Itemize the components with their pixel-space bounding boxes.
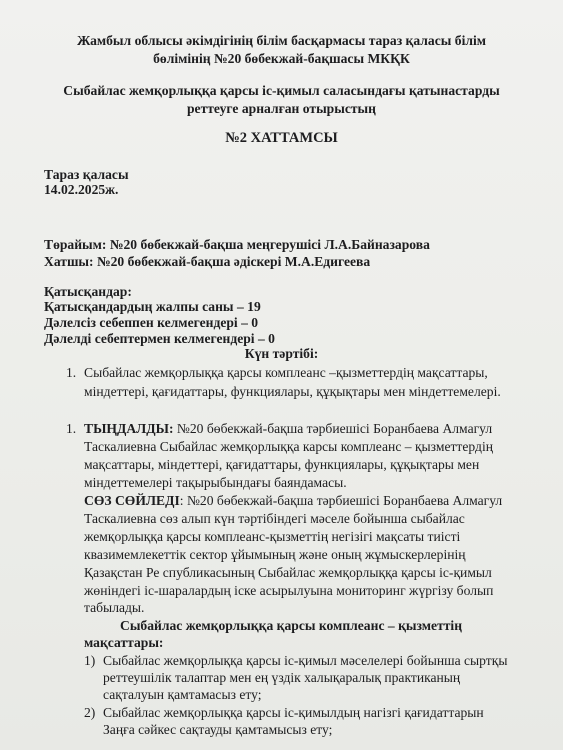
goals-item-1-line-2: реттеушілік талаптар мен ең үздік халықаралық практиканың: [103, 670, 461, 685]
org-line-1: Жамбыл облысы әкімдігінің білім басқармасы тараз қаласы білім: [76, 33, 487, 48]
spoke-line-4: квазимемлекеттік сектор ұйымының және оның жұмыскерлерінің: [84, 547, 466, 562]
heard-line-4: міндеттемелері тақырыбындағы баяндамасы.: [84, 475, 347, 490]
title-line-1: Сыбайлас жемқорлыққа қарсы іс-қимыл саласындағы қатынастарды: [63, 83, 500, 98]
title-line-2: реттеуге арналған отырыстың: [186, 101, 377, 116]
spoke-line-1-text: : №20 бөбекжай-бақша тәрбиешісі Боранбаева Алмагул: [179, 493, 503, 508]
heard-line-1: [84, 420, 492, 437]
spoke-line-6: жөніндегі іс-шаралардың іске асырылуына мониторинг жүргізу болып: [84, 583, 494, 598]
attendance-heading: Қатысқандар:: [44, 284, 132, 299]
spoke-label: СӨЗ СӨЙЛЕДІ: [84, 493, 180, 508]
goals-item-1-line-1: Сыбайлас жемқорлыққа қарсы іс-қимыл мәселелері бойынша сыртқы: [103, 653, 508, 668]
spoke-line-3: жемқорлыққа қарсы комплеанс-қызметтің негізігі мақсаты тиісті: [84, 529, 461, 544]
spoke-line-5: Қазақстан Ре спубликасының Сыбайлас жемқорлыққа қарсы іс-қимыл: [84, 565, 492, 580]
secretary: Хатшы: №20 бөбекжай-бақша әдіскері М.А.Едигеева: [44, 254, 371, 269]
goals-item-2-line-2: Заңға сәйкес сақтауды қамтамысыз ету;: [103, 722, 333, 737]
heard-label: ТЫҢДАЛДЫ:: [84, 421, 174, 436]
heard-line-1-text: №20 бөбекжай-бақша тәрбиешісі Боранбаева Алмагул: [173, 421, 493, 436]
goals-heading-line-2: мақсаттары:: [84, 635, 164, 650]
attendance-total: Қатысқандардың жалпы саны – 19: [44, 299, 261, 314]
agenda-item-1-line-2: міндеттері, қағидаттары, функциялары, құқықтары мен міндеттемелері.: [84, 384, 501, 399]
org-line-2: бөлімінің №20 бөбекжай-бақшасы МКҚК: [153, 51, 410, 66]
goals-item-1-line-3: сақталуын қамтамасыз ету;: [103, 687, 262, 702]
absent-excused: Дәлелді себептермен келмегендері – 0: [44, 331, 275, 346]
spoke-line-7: табылады.: [84, 600, 145, 615]
chair: Төрайым: №20 бөбекжай-бақша меңгерушісі Л.А.Байназарова: [44, 237, 430, 252]
absent-unexcused: Дәлелсіз себеппен келмегендері – 0: [44, 315, 259, 330]
goals-heading-line-1: Сыбайлас жемқорлыққа қарсы комплеанс – қызметтің: [120, 618, 463, 633]
goals-item-2-line-1: Сыбайлас жемқорлыққа қарсы іс-қимылдың нагізгі қағидаттарын: [103, 705, 484, 720]
spoke-line-1: [84, 492, 502, 509]
heard-line-2: Таскалиевна Сыбайлас жемқорлыққа карсы комплеанс – қызметтердің: [84, 439, 493, 454]
goals-item-1-number: 1): [84, 653, 96, 668]
protocol-number: №2 ХАТТАМСЫ: [225, 130, 338, 146]
city: Тараз қаласы: [44, 167, 129, 182]
agenda-item-1-line-1: Сыбайлас жемқорлыққа қарсы комплеанс –қызметтердің мақсаттары,: [84, 365, 488, 380]
spoke-line-2: Таскалиевна сөз алып күн тәртібіндегі мәселе бойынша сыбайлас: [84, 511, 465, 526]
agenda-item-1-number: 1.: [66, 365, 77, 380]
goals-item-2-number: 2): [84, 705, 96, 720]
agenda-heading: Күн тәртібі:: [244, 346, 319, 361]
heard-line-3: мақсаттары, міндеттері, қағидаттары, функциялары, құқықтары мен: [84, 457, 480, 472]
heard-number: 1.: [66, 421, 77, 436]
date: 14.02.2025ж.: [44, 182, 119, 197]
